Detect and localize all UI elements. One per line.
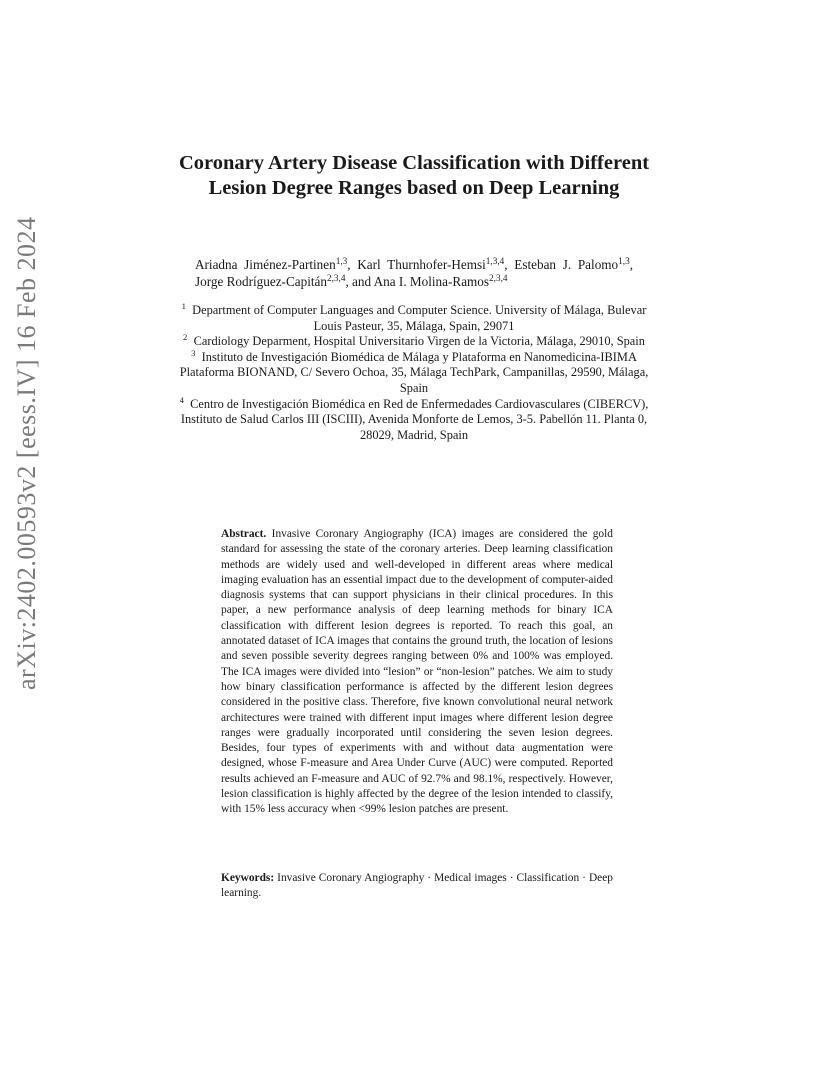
affiliation-number: 1 (181, 301, 186, 312)
affiliation-list (170, 303, 658, 443)
arxiv-identifier: arXiv:2402.00593v2 [eess.IV] 16 Feb 2024 (12, 216, 41, 690)
affiliation-text: Instituto de Investigación Biomédica de Málaga y Plataforma en Nanomedicina-IBIMA Plataforma BIONAND, C/ Severo Ochoa, 35, Málaga TechPark, Campanillas, 29590, Málaga, Spain (179, 349, 649, 395)
affiliation-item (170, 303, 658, 334)
affiliation-number: 3 (191, 348, 196, 359)
author-affiliation-marker: 1,3 (335, 255, 348, 266)
affiliation-text: Centro de Investigación Biomédica en Red de Enfermedades Cardiovasculares (CIBERCV), Instituto de Salud Carlos III (ISCIII), Avenida Monforte de Lemos, 3-5. Pabellón 11. Planta 0, 28029, Madrid, Spain (180, 396, 649, 442)
author-affiliation-marker: 2,3,4 (326, 272, 346, 283)
keywords-text: Invasive Coronary Angiography · Medical images · Classification · Deep learning. (221, 872, 613, 900)
affiliation-number: 2 (183, 332, 188, 343)
affiliation-item (170, 394, 658, 444)
author-affiliation-marker: 1,3 (618, 255, 630, 266)
abstract-label: Abstract. (221, 528, 267, 540)
abstract-text: Invasive Coronary Angiography (ICA) images are considered the gold standard for assessing the state of the coronary arteries. Deep learning classification methods are widely used and well-developed in different areas where medical imaging evaluation has an essential impact due to the development of computer-aided diagnosis systems that can support physicians in their clinical procedures. In this paper, a new performance analysis of deep learning methods for binary ICA classification with different lesion degrees is reported. To reach this goal, an annotated dataset of ICA images that contains the ground truth, the location of lesions and seven possible severity degrees ranging between 0% and 100% was employed. The ICA images were divided into “lesion” or “non-lesion” patches. We aim to study how binary classification performance is affected by the different lesion degrees considered in the positive class. Therefore, five known convolutional neural network architectures were trained with different input images where different lesion degree ranges were gradually incorporated until considering the seven lesion degrees. Besides, four types of experiments with and without data augmentation were designed, whose F-measure and Area Under Curve (AUC) were computed. Reported results achieved an F-measure and AUC of 92.7% and 98.1%, respectively. However, lesion classification is highly affected by the degree of the lesion intended to classify, with 15% less accuracy when <99% lesion patches are present. (221, 528, 613, 816)
abstract (221, 527, 613, 818)
author-name: Ana I. Molina-Ramos (373, 274, 490, 289)
author-name: Esteban J. Palomo (514, 257, 619, 272)
author-name: Ariadna Jiménez-Partinen (195, 257, 336, 272)
affiliation-item (170, 350, 658, 397)
keywords (221, 871, 613, 902)
affiliation-text: Department of Computer Languages and Computer Science. University of Málaga, Bulevar Louis Pasteur, 35, Málaga, Spain, 29071 (192, 303, 647, 333)
affiliation-text: Cardiology Deparment, Hospital Universitario Virgen de la Victoria, Málaga, 29010, Spain (193, 334, 645, 349)
author-name: Jorge Rodríguez-Capitán (195, 274, 327, 289)
author-name: Karl Thurnhofer-Hemsi (357, 257, 486, 272)
author-affiliation-marker: 2,3,4 (489, 272, 508, 283)
affiliation-item (170, 334, 658, 350)
affiliation-number: 4 (179, 394, 184, 405)
author-affiliation-marker: 1,3,4 (485, 255, 505, 266)
author-list: Ariadna Jiménez-Partinen$^{1,3}$, Karl Thurnhofer-Hemsi$^{1,3,4}$, Esteban J. Palomo$^{1,3}$, Jorge Rodríguez-Capitán$^{2,3,4}$, and Ana I. Molina-Ramos$^{2,3,4}$ (195, 255, 633, 289)
paper-title: Coronary Artery Disease Classification with Different Lesion Degree Ranges based on Deep Learning (178, 152, 650, 199)
keywords-label: Keywords: (221, 872, 275, 884)
author-conjunction: and (352, 274, 372, 289)
